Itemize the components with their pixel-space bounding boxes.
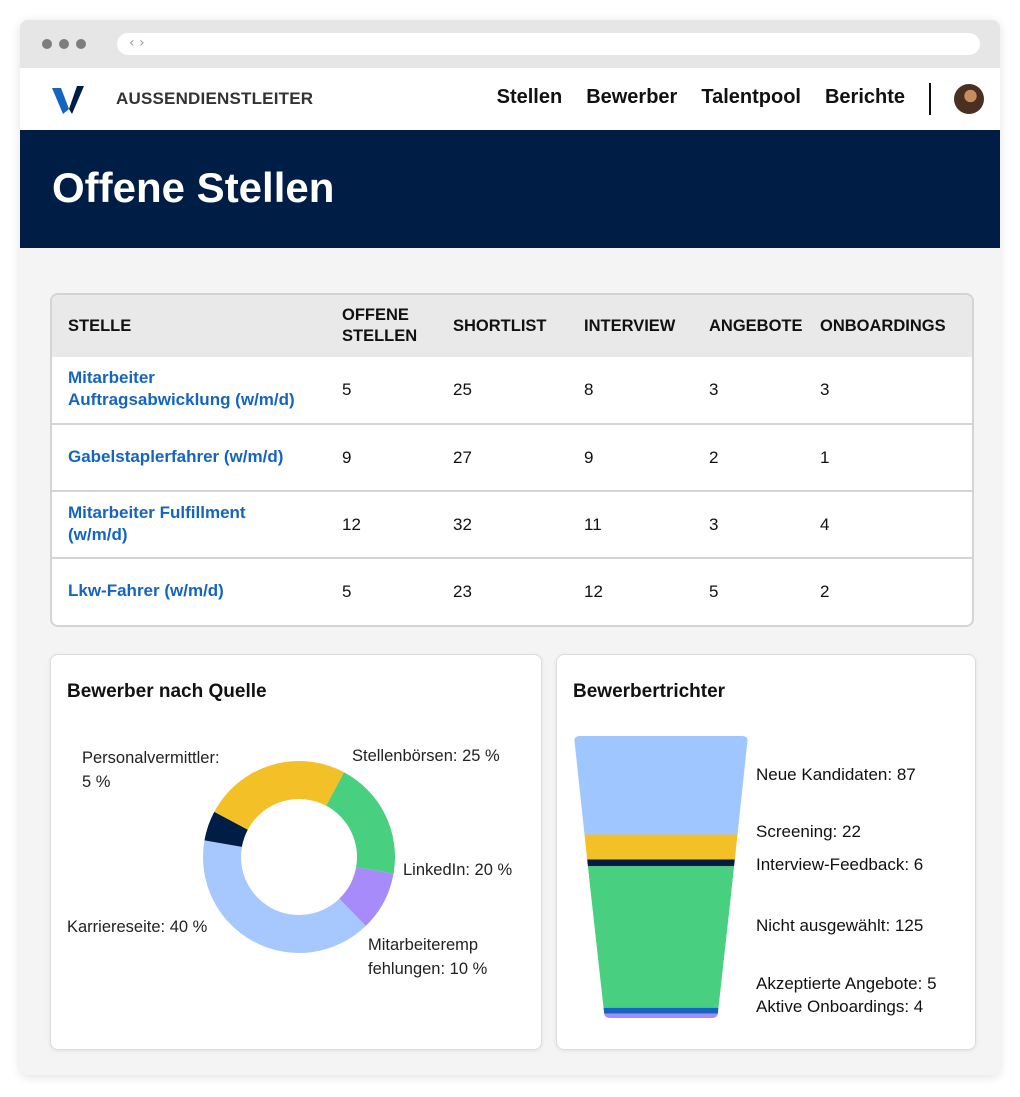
col-header-angebote[interactable]: ANGEBOTE [709, 317, 803, 335]
funnel-segment-aktive-onboardings[interactable] [604, 1013, 719, 1018]
label-stellenboersen: Stellenbörsen: 25 % [352, 747, 500, 765]
label-personalvermittler [82, 746, 220, 794]
browser-window [20, 20, 1000, 1075]
label-personalvermittler-line2: 5 % [82, 773, 111, 791]
cell-angebote: 2 [709, 448, 719, 467]
funnel-segment-akzeptierte-angebote[interactable] [603, 1008, 719, 1014]
cell-onboardings: 4 [820, 515, 830, 534]
window-controls [42, 39, 86, 49]
nav-item-berichte[interactable]: Berichte [824, 86, 905, 108]
label-mitarbeiterempfehlungen [368, 933, 487, 981]
label-linkedin: LinkedIn: 20 % [403, 861, 513, 879]
cell-shortlist: 25 [453, 380, 472, 399]
cell-offene: 5 [342, 380, 352, 399]
cell-shortlist: 32 [453, 515, 472, 534]
main-content [20, 248, 1000, 1075]
cell-onboardings: 3 [820, 380, 830, 399]
funnel-label-aktive-onboardings: Aktive Onboardings: 4 [756, 997, 924, 1016]
label-mitarbeiter-line2: fehlungen: 10 % [368, 960, 488, 978]
url-bar[interactable] [117, 33, 980, 55]
main-nav [497, 86, 905, 109]
brand-name: AUSSENDIENSTLEITER [116, 89, 314, 108]
source-chart-card [50, 654, 542, 1050]
funnel-segment-screening[interactable] [584, 835, 737, 860]
donut-slice-karriereseite[interactable] [203, 840, 366, 953]
cell-interview: 12 [584, 582, 603, 601]
nav-item-stellen[interactable]: Stellen [496, 86, 563, 108]
back-forward-icon[interactable]: ‹ › [129, 35, 145, 51]
label-personalvermittler-line1: Personalvermittler: [82, 749, 220, 767]
cell-offene: 9 [342, 448, 352, 467]
donut-chart [51, 655, 541, 1049]
funnel-label-neue-kandidaten: Neue Kandidaten: 87 [756, 765, 916, 784]
col-header-offene-line1: OFFENE [342, 306, 409, 324]
funnel-label-screening: Screening: 22 [756, 822, 861, 841]
user-avatar[interactable] [954, 84, 984, 114]
job-link-line1: Mitarbeiter [68, 368, 155, 387]
donut-slice-linkedin[interactable] [326, 772, 395, 873]
jobs-table [50, 293, 974, 627]
label-karriereseite: Karriereseite: 40 % [67, 918, 208, 936]
close-window-dot[interactable] [42, 39, 52, 49]
cell-onboardings: 1 [820, 448, 830, 467]
nav-item-talentpool[interactable]: Talentpool [701, 86, 801, 108]
table-row [52, 490, 972, 558]
job-link[interactable] [68, 367, 330, 411]
col-header-stelle[interactable]: STELLE [68, 317, 132, 335]
cell-interview: 8 [584, 380, 594, 399]
job-link-line2: (w/m/d) [68, 525, 128, 544]
v-logo-icon[interactable] [50, 82, 86, 121]
top-navbar [20, 68, 1000, 130]
col-header-onboardings[interactable]: ONBOARDINGS [820, 317, 946, 335]
table-header [52, 295, 972, 357]
table-row [52, 357, 972, 423]
col-header-interview[interactable]: INTERVIEW [584, 317, 676, 335]
browser-chrome [20, 20, 1000, 68]
funnel-segment-nicht-ausgew-hlt[interactable] [588, 866, 734, 1008]
table-row [52, 423, 972, 491]
cell-offene: 12 [342, 515, 361, 534]
cell-angebote: 3 [709, 515, 719, 534]
funnel-label-nicht-ausgewaehlt: Nicht ausgewählt: 125 [756, 916, 924, 935]
cell-offene: 5 [342, 582, 352, 601]
donut-slice-stellenb-rsen[interactable] [214, 761, 344, 830]
nav-item-bewerber[interactable]: Bewerber [586, 86, 678, 108]
job-link[interactable]: Lkw-Fahrer (w/m/d) [68, 581, 224, 600]
page-title: Offene Stellen [52, 164, 335, 211]
source-chart-title: Bewerber nach Quelle [67, 681, 267, 702]
cell-angebote: 3 [709, 380, 719, 399]
job-link-line1: Mitarbeiter Fulfillment [68, 503, 246, 522]
cell-interview: 9 [584, 448, 594, 467]
cell-shortlist: 27 [453, 448, 472, 467]
job-link[interactable] [68, 502, 330, 546]
minimize-window-dot[interactable] [59, 39, 69, 49]
label-mitarbeiter-line1: Mitarbeiteremp [368, 936, 479, 954]
job-link[interactable]: Gabelstaplerfahrer (w/m/d) [68, 447, 284, 466]
cell-angebote: 5 [709, 582, 719, 601]
col-header-offene-line2: STELLEN [342, 327, 418, 345]
table-row [52, 557, 972, 625]
funnel-label-interview-feedback: Interview-Feedback: 6 [756, 855, 924, 874]
funnel-segments [574, 736, 748, 1018]
funnel-chart-card [556, 654, 976, 1050]
job-link-line2: Auftragsabwicklung (w/m/d) [68, 390, 295, 409]
cell-onboardings: 2 [820, 582, 830, 601]
maximize-window-dot[interactable] [76, 39, 86, 49]
funnel-label-akzeptierte-angebote: Akzeptierte Angebote: 5 [756, 974, 937, 993]
funnel-segment-interview-feedback[interactable] [587, 859, 735, 866]
funnel-segment-neue-kandidaten[interactable] [574, 736, 748, 835]
page-header [20, 130, 1000, 248]
cell-shortlist: 23 [453, 582, 472, 601]
col-header-shortlist[interactable]: SHORTLIST [453, 317, 547, 335]
col-header-offene-stellen[interactable] [342, 305, 417, 347]
nav-divider [929, 83, 931, 115]
funnel-chart-title: Bewerbertrichter [573, 681, 726, 702]
cell-interview: 11 [584, 515, 602, 534]
